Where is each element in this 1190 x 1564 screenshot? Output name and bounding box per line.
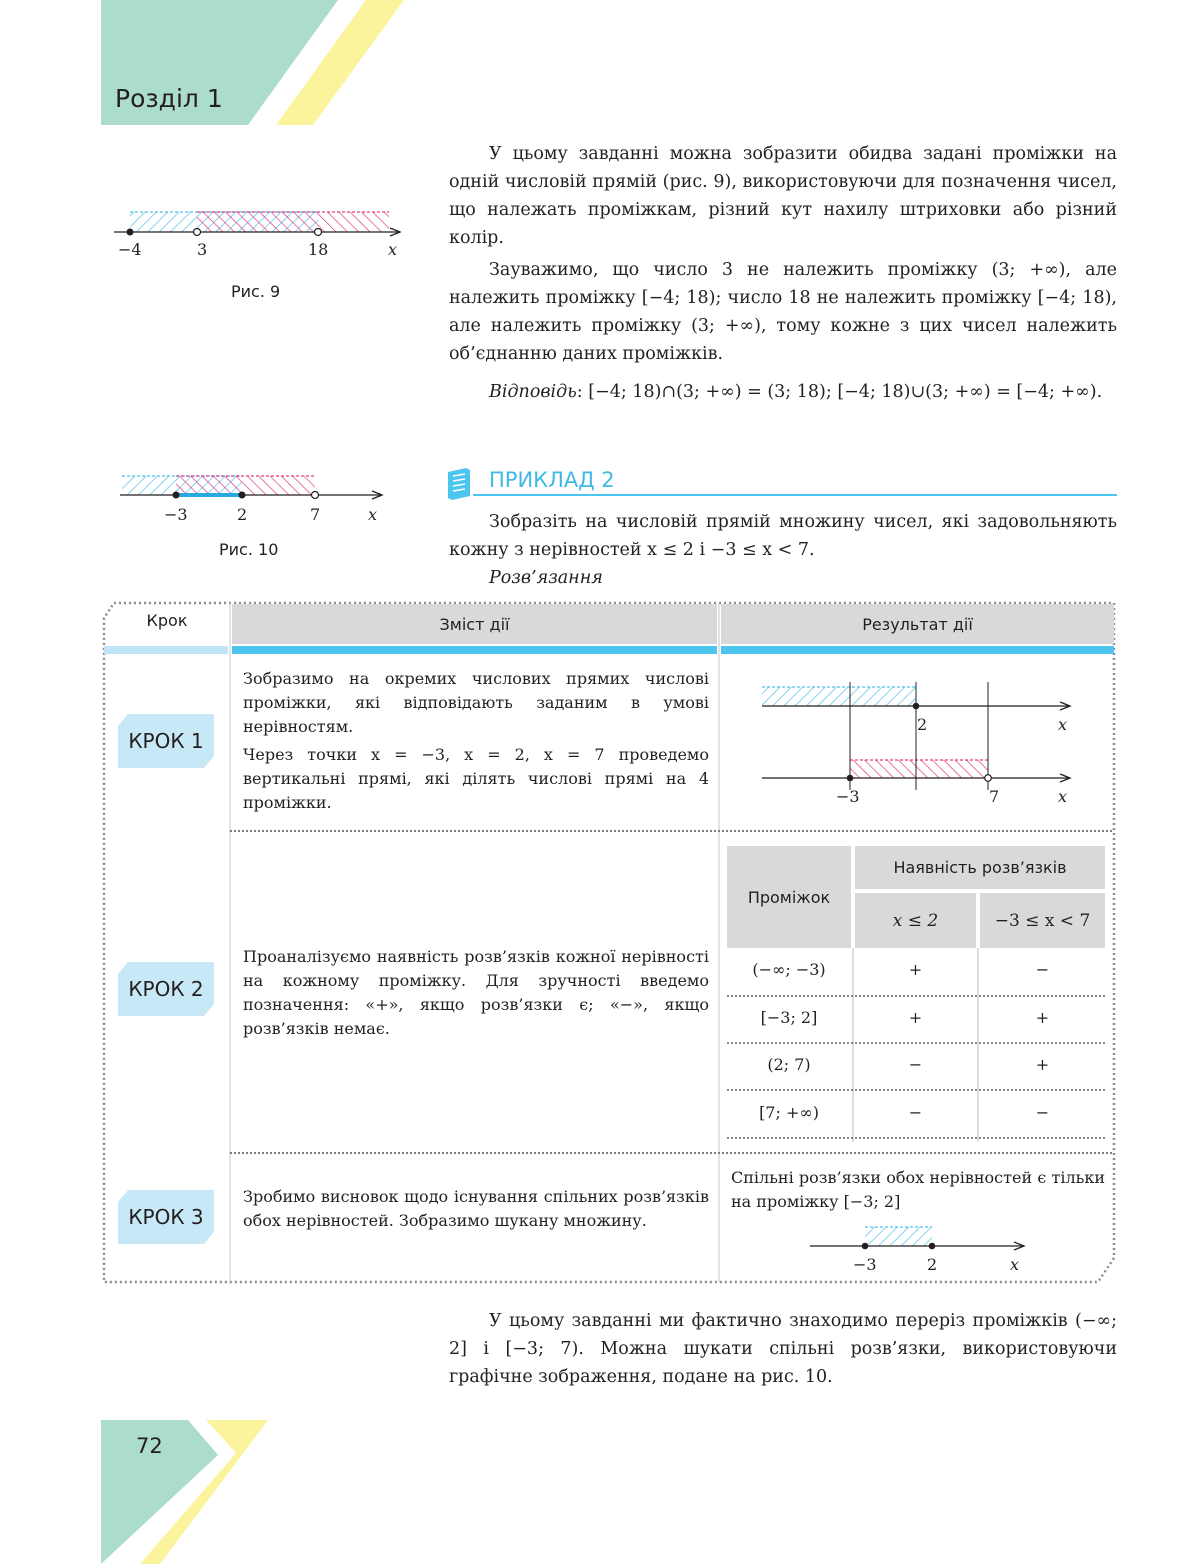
inner-rows: [727, 948, 1107, 1142]
row4-b: −: [1035, 1103, 1050, 1122]
fig9-label-18: 18: [308, 240, 329, 259]
step1-graph-label-x2: x: [1058, 787, 1068, 806]
inner-header-interval: Проміжок: [727, 846, 851, 948]
step2-text: [243, 945, 709, 1041]
example-underline: [473, 494, 1117, 496]
step3-graph-label-2: 2: [927, 1255, 938, 1274]
inner-header-solutions: Наявність розв’язків: [855, 846, 1105, 889]
fig9-hatch-pink: [197, 212, 389, 232]
row1-b: −: [1035, 960, 1050, 979]
row1-a: +: [908, 960, 923, 979]
step3-result-text: [731, 1166, 1105, 1214]
fig10-number-line: [100, 465, 400, 535]
fig9-point-18: [315, 229, 322, 236]
step1-text-2: Через точки x = −3, x = 2, x = 7 проведемо вертикальні прямі, які ділять числові прямі на 4 проміжки.: [243, 745, 709, 812]
step3-text: [243, 1185, 709, 1233]
row4-a: −: [908, 1103, 923, 1122]
step3-badge-label: КРОК 3: [128, 1205, 204, 1229]
answer-line: [489, 378, 1102, 406]
inner-header-ineq2: −3 ≤ x < 7: [980, 893, 1105, 948]
paragraph-bottom: У цьому завданні ми фактично знаходимо переріз проміжків (−∞; 2] і [−3; 7). Можна шукати спільні розв’язки, використовуючи графічне зображення, подане на рис. 10.: [449, 1311, 1117, 1387]
paragraph-2: Зауважимо, що число 3 не належить проміжку (3; +∞), але належить проміжку [−4; 18); число 18 не належить проміжку [−4; 18), але належить проміжку (3; +∞), тому кожне з цих чисел належить об’єднанню даних проміжків.: [449, 260, 1117, 364]
section-label: Розділ 1: [115, 84, 223, 113]
step3-graph-label-minus3: −3: [853, 1255, 877, 1274]
step1-graph-label-minus3: −3: [836, 787, 860, 806]
solution-label: Розв’язання: [489, 568, 603, 588]
step1-text: [243, 667, 709, 815]
step2-inner-table: [727, 846, 1107, 1142]
row3-a: −: [908, 1055, 923, 1074]
fig10-label-7: 7: [310, 505, 321, 524]
step1-text-1: Зобразимо на окремих числових прямих числові проміжки, які відповідають заданим в умові нерівностям.: [243, 669, 709, 736]
step1-graph-label-x1: x: [1058, 715, 1068, 734]
row2-interval: [−3; 2]: [760, 1008, 818, 1027]
fig10-point-minus3: [173, 492, 180, 499]
fig10-hatch-pink: [176, 476, 315, 495]
fig10-point-7: [312, 492, 319, 499]
answer-text: : [−4; 18)∩(3; +∞) = (3; 18); [−4; 18)∪(3; +∞) = [−4; +∞).: [576, 382, 1103, 402]
fig9-label-3: 3: [197, 240, 208, 259]
header-bar-result: [721, 646, 1114, 654]
row4-interval: [7; +∞): [759, 1103, 819, 1122]
row3-b: +: [1035, 1055, 1050, 1074]
row2-b: +: [1035, 1008, 1050, 1027]
fig9-label-minus4: −4: [118, 240, 142, 259]
step2-badge-label: КРОК 2: [128, 977, 204, 1001]
step1-graph-label-2: 2: [917, 715, 928, 734]
fig9-number-line: [100, 200, 420, 270]
example-book-icon: [446, 466, 472, 502]
step2-badge: [118, 962, 214, 1016]
page-number: 72: [136, 1434, 163, 1458]
header-step: Крок: [146, 611, 188, 630]
text-block-top: [449, 140, 1117, 368]
step3-paragraph: Зробимо висновок щодо існування спільних розв’язків обох нерівностей. Зобразимо шукану множину.: [243, 1187, 709, 1230]
header-bar-step: [104, 646, 228, 654]
text-block-bottom: [449, 1307, 1117, 1391]
fig9-label-x: x: [388, 240, 398, 259]
fig10-label-2: 2: [237, 505, 248, 524]
fig9-point-minus4: [127, 229, 134, 236]
row3-interval: (2; 7): [767, 1055, 811, 1074]
step1-badge: [118, 714, 214, 768]
step1-graph-label-7: 7: [989, 787, 1000, 806]
header-bar-content: [232, 646, 717, 654]
header-result: Результат дії: [721, 604, 1114, 644]
step1-graph: [740, 670, 1100, 820]
step3-graph: [800, 1222, 1040, 1278]
answer-label: Відповідь: [489, 382, 577, 402]
example-task-block: [449, 508, 1117, 564]
step2-paragraph: Проаналізуємо наявність розв’язків кожної нерівності на кожному проміжку. Для зручності введемо позначення: «+», якщо розв’язки є; «−», якщо розв’язків немає.: [243, 947, 709, 1038]
example-task: Зобразіть на числовій прямій множину чисел, які задовольняють кожну з нерівностей x ≤ 2 і −3 ≤ x < 7.: [449, 512, 1117, 560]
row1-interval: (−∞; −3): [752, 960, 826, 979]
step3-badge: [118, 1190, 214, 1244]
fig10-caption: Рис. 10: [219, 540, 279, 559]
fig9-point-3: [194, 229, 201, 236]
step3-result-paragraph: Спільні розв’язки обох нерівностей є тільки на проміжку [−3; 2]: [731, 1168, 1105, 1211]
example-title: ПРИКЛАД 2: [489, 468, 615, 492]
row2-a: +: [908, 1008, 923, 1027]
fig9-caption: Рис. 9: [231, 282, 281, 301]
step1-badge-label: КРОК 1: [128, 729, 204, 753]
fig10-label-x: x: [368, 505, 378, 524]
header-content: Зміст дії: [232, 604, 717, 644]
step3-graph-label-x: x: [1010, 1255, 1020, 1274]
paragraph-1: У цьому завданні можна зобразити обидва задані проміжки на одній числовій прямій (рис. 9), використовуючи для позначення чисел, що належать проміжкам, різний кут нахилу штриховки або різний колір.: [449, 144, 1117, 248]
fig10-point-2: [239, 492, 246, 499]
fig10-label-minus3: −3: [164, 505, 188, 524]
inner-header-ineq1: x ≤ 2: [855, 893, 976, 948]
